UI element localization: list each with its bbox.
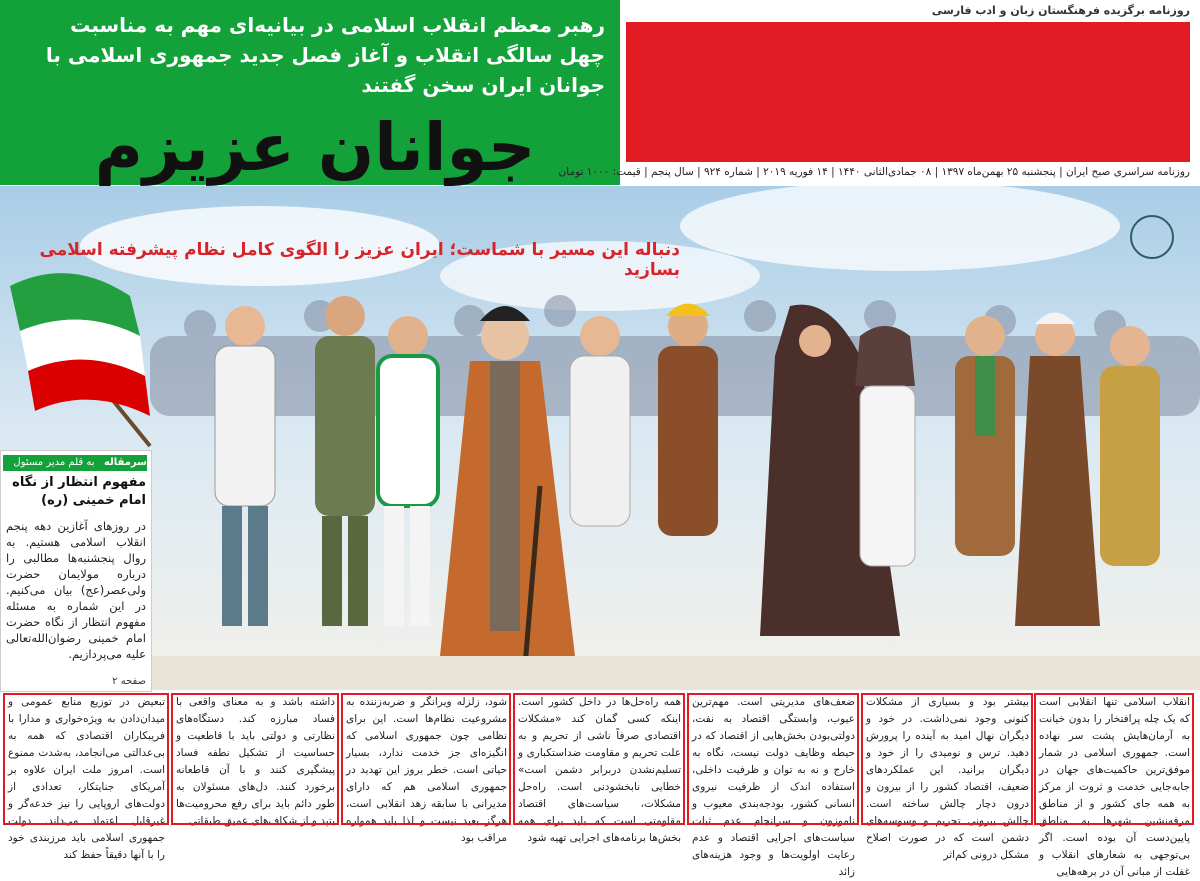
editorial-page-ref: صفحه ۲ xyxy=(112,676,146,687)
editorial-body: در روزهای آغازین دهه پنجم انقلاب اسلامی هستیم. به روال پنجشنبه‌ها مطالبی را درباره مولایمان حضرت ولی‌عصر(عج) بیان می‌کنیم. در این شماره به مسئله مفهوم انتظار از نگاه حضرت امام خمینی رضوان‌الله‌تعالی علیه می‌پردازیم. xyxy=(6,519,146,661)
article-column-3: ضعف‌های مدیریتی است. مهم‌ترین عیوب، وابستگی اقتصاد به نفت، دولتی‌بودن بخش‌هایی از اقتصاد که در حیطه وظایف دولت نیست، نگاه به خارج و نه به توان و ظرفیت داخلی، استفاده اندک از ظرفیت نیروی انسانی کشور، بودجه‌بندی معیوب و ناموزون و سرانجام عدم ثبات سیاست‌های اجرایی اقتصاد و عدم رعایت اولویت‌ها و وجود هزینه‌های زائد xyxy=(688,694,858,824)
article-column-2: بیشتر بود و بسیاری از مشکلات کنونی وجود نمی‌داشت. در خود و دیگران نهال امید به آینده را پرورش دهید. ترس و نومیدی را از خود و دیگران برانید. این عملکردهای ضعیف، اقتصاد کشور را از بیرون و درون دچار چالش ساخته است. چالش بیرونی تحریم و وسوسه‌های دشمن است که در صورت اصلاح مشکل درونی کم‌اثر xyxy=(862,694,1032,824)
editorial-byline: به قلم مدیر مسئول xyxy=(13,457,95,468)
editorial-tag xyxy=(3,455,147,471)
lead-summary: رهبر معظم انقلاب اسلامی در بیانیه‌ای مهم به مناسبت چهل سالگی انقلاب و آغاز فصل جدید جمهوری اسلامی با جوانان ایران سخن گفتند xyxy=(45,13,605,97)
figure-nurse xyxy=(855,326,915,566)
article-column-7: تبعیض در توزیع منابع عمومی و میدان‌دادن به ویژه‌خواری و مدارا با فریبکاران اقتصادی که همه به بی‌عدالتی می‌انجامد، به‌شدت ممنوع است. امروز ملت ایران علاوه بر آمریکای جنایتکار، تعدادی از دولت‌های اروپایی را نیز خدعه‌گر و غیرقابل اعتماد می‌داند. دولت جمهوری اسلامی باید مرزبندی خود را با آنها دقیقاً حفظ کند xyxy=(4,694,168,824)
article-column-4: همه راه‌حل‌ها در داخل کشور است. اینکه کسی گمان کند «مشکلات اقتصادی صرفاً ناشی از تحریم و به علت تحریم و مقاومت ضداستکباری و تسلیم‌نشدن دربرابر دشمن است» خطایی نابخشودنی است. راه‌حل مشکلات، سیاست‌های اقتصاد مقاومتی است که باید برای همه بخش‌ها برنامه‌های اجرایی تهیه شود xyxy=(514,694,684,824)
main-headline: جوانان عزیزم xyxy=(94,109,536,186)
newspaper-logo xyxy=(640,20,1180,160)
masthead-tagline: روزنامه برگزیده فرهنگستان زبان و ادب فارسی xyxy=(931,4,1190,17)
sub-headline: دنباله این مسیر با شماست؛ ایران عزیز را الگوی کامل نظام پیشرفته اسلامی بسازید xyxy=(39,240,680,280)
article-column-6: داشته باشد و به معنای واقعی با فساد مبارزه کند. دستگاه‌های نظارتی و دولتی باید با قاطعیت و حساسیت از تشکیل نطفه فساد پیشگیری کنند و با آن قاطعانه برخورد کنند. دل‌های مسئولان به طور دائم باید برای رفع محرومیت‌ها بتپد و از شکاف‌های عمیق طبقاتی xyxy=(172,694,338,824)
editorial-title: مفهوم انتظار از نگاه امام خمینی (ره) xyxy=(12,475,146,508)
article-column-5: شود، زلزله ویرانگر و ضربه‌زننده به مشروعیت نظام‌ها است. این برای نظامی چون جمهوری اسلامی که انگیزه‌ای جز خدمت ندارد، بسیار حیاتی است. خطر بروز این تهدید در جمهوری اسلامی هم که دارای مدیرانی با سابقه زهد انقلابی است، هرگز بعید نیست و لذا باید همواره مراقب بود xyxy=(342,694,510,824)
article-column-1: انقلاب اسلامی تنها انقلابی است که یک چله پرافتخار را بدون خیانت به آرمان‌هایش پشت سر نهاده است. جمهوری اسلامی در شمار موفق‌ترین حاکمیت‌های جهان در جابه‌جایی خدمت و ثروت از مرکز به همه جای کشور و از مناطق مرفه‌نشین شهرها به مناطق پایین‌دست آن بوده است. اگر بی‌توجهی به شعارهای انقلاب و غفلت از مبانی آن در برهه‌هایی xyxy=(1035,694,1193,824)
issue-info-line: روزنامه سراسری صبح ایران | پنجشنبه ۲۵ بهمن‌ماه ۱۳۹۷ | ۰۸ جمادی‌الثانی ۱۴۴۰ | ۱۴ فوریه ۲۰۱۹ | شماره ۹۲۴ | سال پنجم | قیمت: ۱۰۰۰ تومان xyxy=(558,166,1190,178)
emblem-icon xyxy=(1130,215,1174,259)
editorial-label: سرمقاله xyxy=(103,457,147,468)
